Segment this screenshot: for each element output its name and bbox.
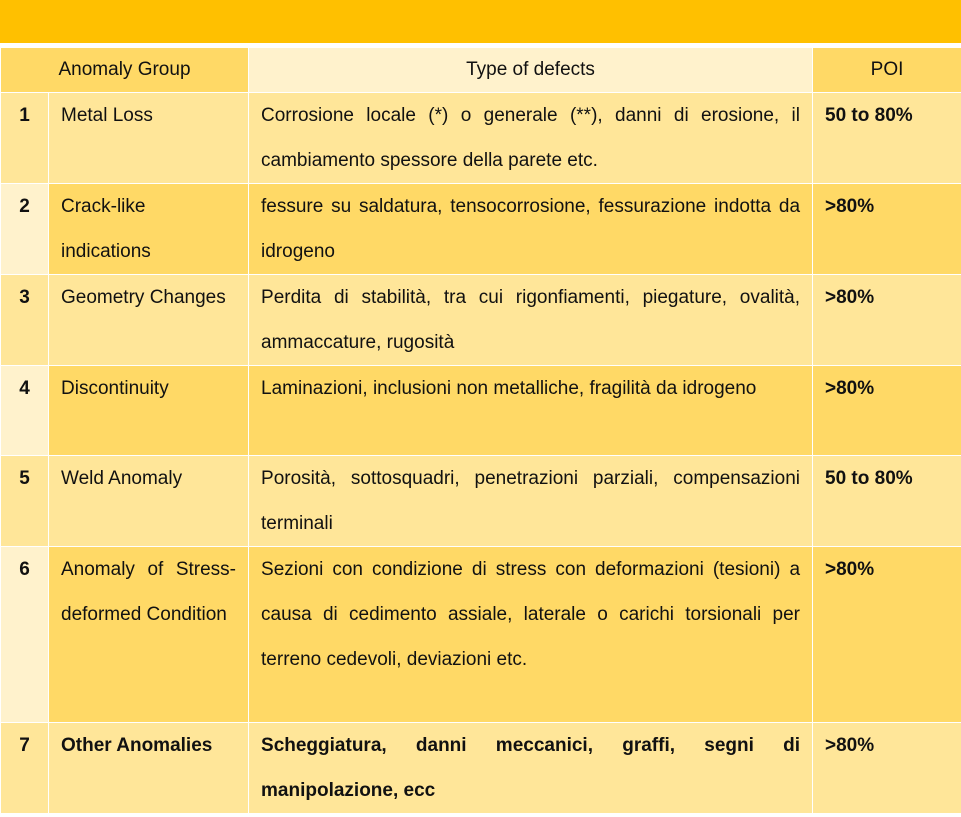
defects-description: Porosità, sottosquadri, penetrazioni parziali, compensazioni terminali	[249, 456, 813, 547]
poi-value: >80%	[813, 184, 961, 275]
defects-description: Laminazioni, inclusioni non metalliche, fragilità da idrogeno	[249, 366, 813, 456]
header-bar	[0, 0, 961, 45]
table-row	[1, 547, 961, 723]
anomaly-name: Weld Anomaly	[49, 456, 249, 547]
defects-description: Sezioni con condizione di stress con deformazioni (tesioni) a causa di cedimento assiale, laterale o carichi torsionali per terreno cedevoli, deviazioni etc.	[249, 547, 813, 723]
defects-description: fessure su saldatura, tensocorrosione, fessurazione indotta da idrogeno	[249, 184, 813, 275]
row-number: 6	[1, 547, 49, 723]
table-row	[1, 184, 961, 275]
table-row	[1, 275, 961, 366]
poi-value: >80%	[813, 723, 961, 814]
header-type-of-defects: Type of defects	[249, 48, 813, 93]
row-number: 1	[1, 93, 49, 184]
defects-description: Scheggiatura, danni meccanici, graffi, segni di manipolazione, ecc	[249, 723, 813, 814]
row-number: 2	[1, 184, 49, 275]
poi-value: >80%	[813, 547, 961, 723]
anomaly-name: Anomaly of Stress-deformed Condition	[49, 547, 249, 723]
table-row	[1, 366, 961, 456]
row-number: 3	[1, 275, 49, 366]
header-row	[1, 48, 961, 93]
table-row	[1, 723, 961, 814]
anomaly-table	[0, 47, 961, 814]
header-anomaly-group: Anomaly Group	[1, 48, 249, 93]
row-number: 4	[1, 366, 49, 456]
row-number: 7	[1, 723, 49, 814]
table-row	[1, 456, 961, 547]
table-row	[1, 93, 961, 184]
defects-description: Perdita di stabilità, tra cui rigonfiamenti, piegature, ovalità, ammaccature, rugosità	[249, 275, 813, 366]
anomaly-name: Geometry Changes	[49, 275, 249, 366]
anomaly-name: Discontinuity	[49, 366, 249, 456]
poi-value: 50 to 80%	[813, 93, 961, 184]
poi-value: 50 to 80%	[813, 456, 961, 547]
poi-value: >80%	[813, 275, 961, 366]
anomaly-name: Other Anomalies	[49, 723, 249, 814]
poi-value: >80%	[813, 366, 961, 456]
row-number: 5	[1, 456, 49, 547]
defects-description: Corrosione locale (*) o generale (**), danni di erosione, il cambiamento spessore della parete etc.	[249, 93, 813, 184]
anomaly-name: Metal Loss	[49, 93, 249, 184]
anomaly-name: Crack-like indications	[49, 184, 249, 275]
header-poi: POI	[813, 48, 961, 93]
